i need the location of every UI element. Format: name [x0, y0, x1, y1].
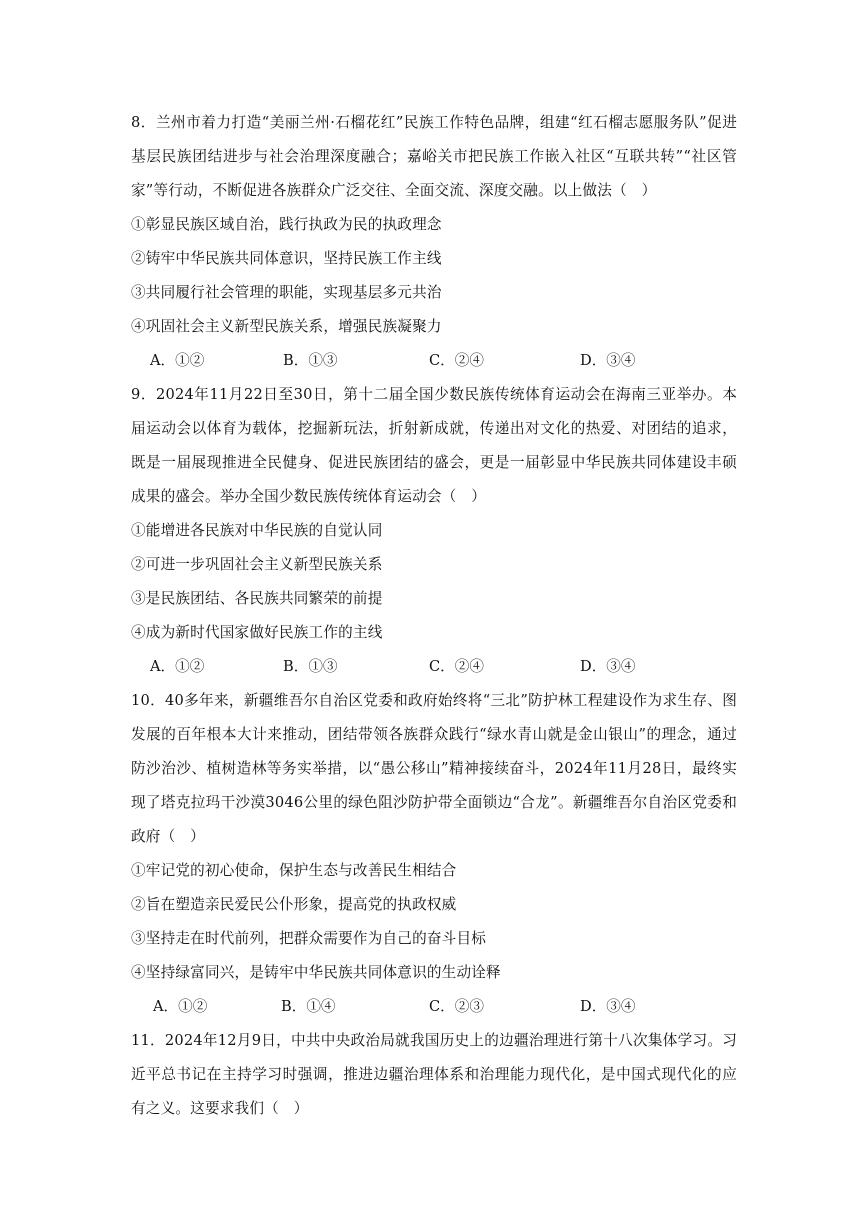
statement-4: ④成为新时代国家做好民族工作的主线	[131, 624, 383, 641]
choice-d: D．③④	[580, 352, 636, 369]
answer-choices	[131, 990, 737, 1024]
question-8	[131, 106, 737, 378]
question-stem: 11．2024年12月9日，中共中央政治局就我国历史上的边疆治理进行第十八次集体学习。习近平总书记在主持学习时强调，推进边疆治理体系和治理能力现代化，是中国式现代化的应有之义。这要求我们（ ）	[131, 1032, 737, 1117]
question-stem: 8．兰州市着力打造“美丽兰州·石榴花红”民族工作特色品牌，组建“红石榴志愿服务队”促进基层民族团结进步与社会治理深度融合；嘉峪关市把民族工作嵌入社区“互联共转”“社区管家”等行动，不断促进各族群众广泛交往、全面交流、深度交融。以上做法（ ）	[131, 114, 737, 199]
statement-2: ②铸牢中华民族共同体意识，坚持民族工作主线	[131, 250, 442, 267]
choice-c: C．②③	[429, 998, 484, 1015]
choice-b: B．①④	[281, 998, 336, 1015]
choice-b: B．①③	[283, 352, 338, 369]
question-list	[131, 106, 737, 1126]
question-11	[131, 1024, 737, 1126]
statement-1: ①彰显民族区域自治，践行执政为民的执政理念	[131, 216, 442, 233]
statement-2: ②可进一步巩固社会主义新型民族关系	[131, 556, 383, 573]
statement-3: ③是民族团结、各民族共同繁荣的前提	[131, 590, 383, 607]
question-stem: 9．2024年11月22日至30日，第十二届全国少数民族传统体育运动会在海南三亚举办。本届运动会以体育为载体，挖掘新玩法，折射新成就，传递出对文化的热爱、对团结的追求，既是一届展现推进全民健身、促进民族团结的盛会，更是一届彰显中华民族共同体建设丰硕成果的盛会。举办全国少数民族传统体育运动会（ ）	[131, 386, 737, 505]
answer-choices	[131, 650, 737, 684]
answer-choices	[131, 344, 737, 378]
statement-1: ①牢记党的初心使命，保护生态与改善民生相结合	[131, 862, 457, 879]
statement-3: ③坚持走在时代前列，把群众需要作为自己的奋斗目标	[131, 930, 487, 947]
statement-2: ②旨在塑造亲民爱民公仆形象，提高党的执政权威	[131, 896, 457, 913]
choice-d: D．③④	[580, 998, 636, 1015]
question-10	[131, 684, 737, 1024]
choice-d: D．③④	[580, 658, 636, 675]
choice-a: A．①②	[153, 998, 208, 1015]
choice-a: A．①②	[150, 352, 205, 369]
choice-a: A．①②	[150, 658, 205, 675]
choice-c: C．②④	[429, 352, 484, 369]
statement-4: ④巩固社会主义新型民族关系，增强民族凝聚力	[131, 318, 442, 335]
statement-1: ①能增进各民族对中华民族的自觉认同	[131, 522, 383, 539]
choice-c: C．②④	[429, 658, 484, 675]
choice-b: B．①③	[283, 658, 338, 675]
question-9	[131, 378, 737, 684]
statement-3: ③共同履行社会管理的职能，实现基层多元共治	[131, 284, 442, 301]
question-stem: 10．40多年来，新疆维吾尔自治区党委和政府始终将“三北”防护林工程建设作为求生存、图发展的百年根本大计来推动，团结带领各族群众践行“绿水青山就是金山银山”的理念，通过防沙治沙、植树造林等务实举措，以“愚公移山”精神接续奋斗，2024年11月28日，最终实现了塔克拉玛干沙漠3046公里的绿色阻沙防护带全面锁边“合龙”。新疆维吾尔自治区党委和政府（ ）	[131, 692, 737, 845]
statement-4: ④坚持绿富同兴，是铸牢中华民族共同体意识的生动诠释	[131, 964, 501, 981]
